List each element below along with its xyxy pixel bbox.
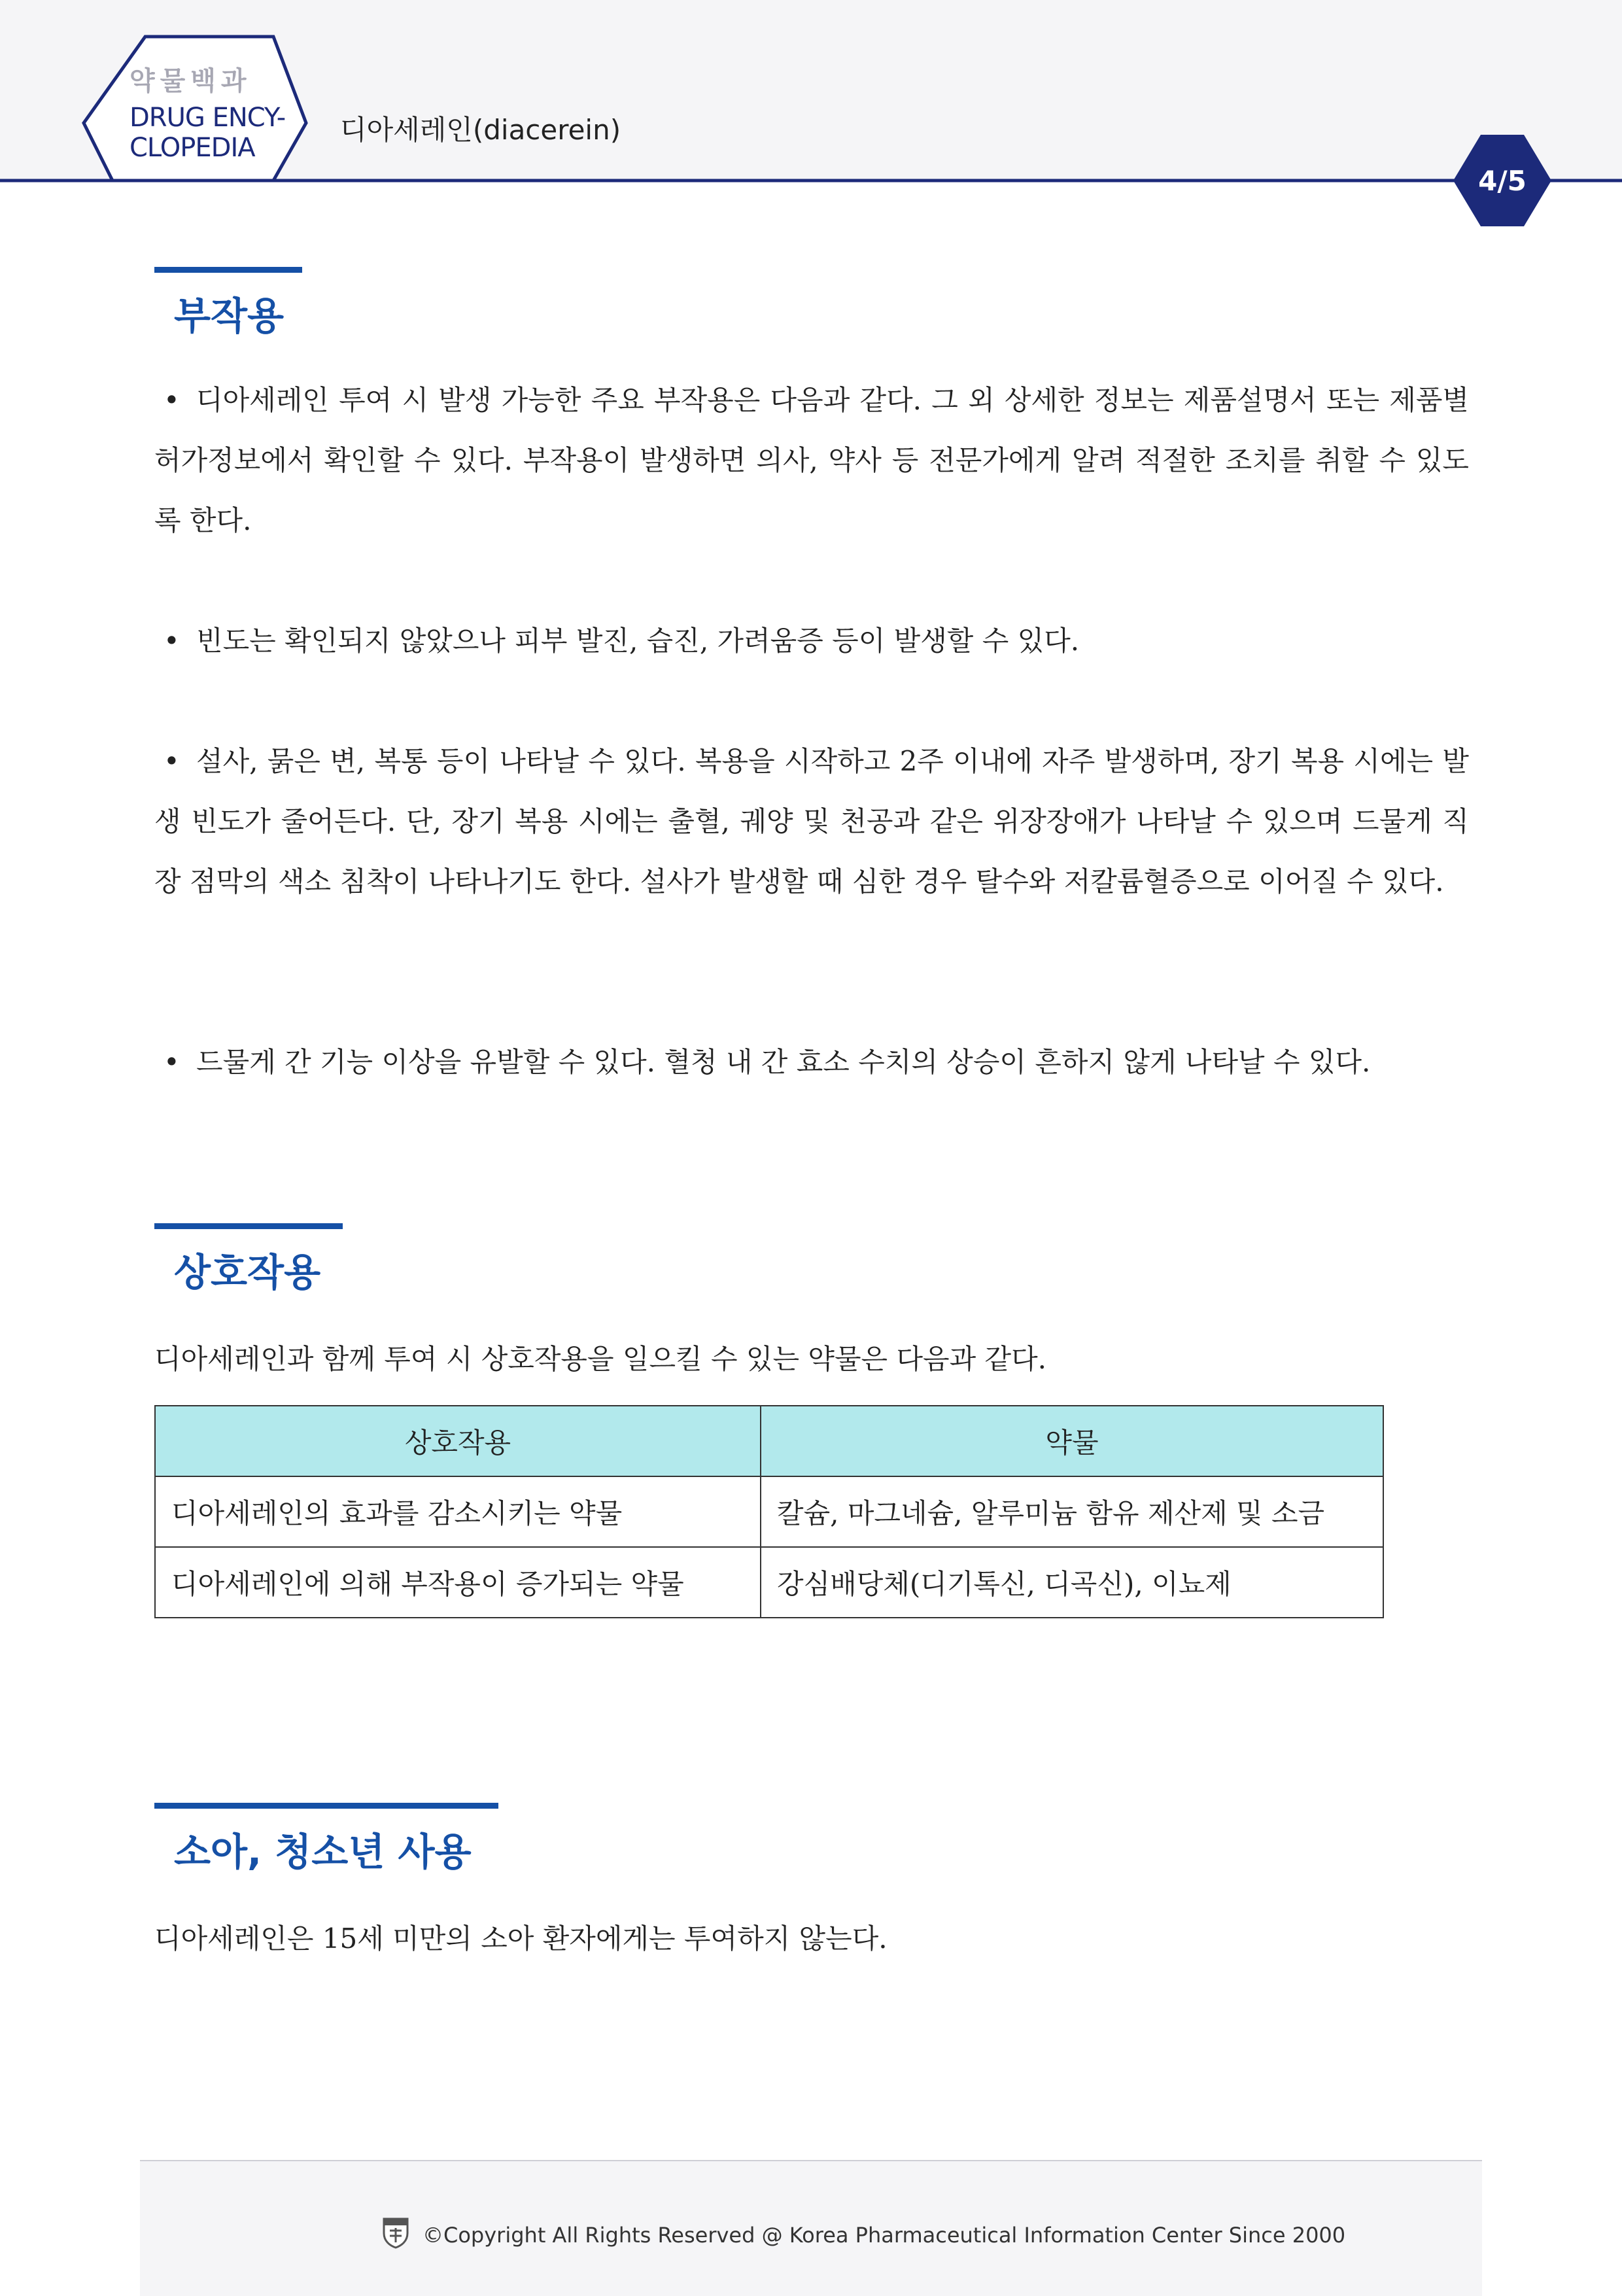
table-header-row <box>155 1406 1383 1476</box>
side-effect-text-2: 빈도는 확인되지 않았으나 피부 발진, 습진, 가려움증 등이 발생할 수 있다. <box>196 625 1080 657</box>
pediatric-text: 디아세레인은 15세 미만의 소아 환자에게는 투여하지 않는다. <box>154 1922 888 1955</box>
interactions-table <box>154 1405 1384 1618</box>
bullet-icon: • <box>164 625 180 657</box>
side-effect-text-3: 설사, 묽은 변, 복통 등이 나타날 수 있다. 복용을 시작하고 2주 이내에 자주 발생하며, 장기 복용 시에는 발생 빈도가 줄어든다. 단, 장기 복용 시에는 출혈, 궤양 및 천공과 같은 위장장애가 나타날 수 있으며 드물게 직장 점막의 색소 침착이 나타나기도 한다. 설사가 발생할 때 심한 경우 탈수와 저칼륨혈증으로 이어질 수 있다. <box>154 745 1469 897</box>
pediatric-heading: 소아, 청소년 사용 <box>174 1830 472 1874</box>
brand-logo <box>129 68 285 161</box>
kpic-shield-icon <box>382 2216 409 2254</box>
bullet-icon: • <box>164 745 180 777</box>
bullet-icon: • <box>164 384 180 416</box>
table-cell-interaction: 디아세레인에 의해 부작용이 증가되는 약물 <box>155 1547 761 1618</box>
side-effect-paragraph-3 <box>154 731 1469 912</box>
footer-copyright-line <box>382 2216 1345 2254</box>
side-effect-text-1: 디아세레인 투여 시 발생 가능한 주요 부작용은 다음과 같다. 그 외 상세한 정보는 제품설명서 또는 제품별 허가정보에서 확인할 수 있다. 부작용이 발생하면 의사, 약사 등 전문가에게 알려 적절한 조치를 취할 수 있도록 한다. <box>154 384 1469 536</box>
page-indicator: 4/5 <box>1478 165 1527 197</box>
table-row <box>155 1476 1383 1547</box>
interactions-intro: 디아세레인과 함께 투여 시 상호작용을 일으킬 수 있는 약물은 다음과 같다. <box>154 1343 1047 1375</box>
side-effect-text-4: 드물게 간 기능 이상을 유발할 수 있다. 혈청 내 간 효소 수치의 상승이 흔하지 않게 나타날 수 있다. <box>196 1046 1371 1078</box>
side-effect-paragraph-4 <box>154 1032 1469 1092</box>
brand-english-line1: DRUG ENCY- <box>129 103 286 133</box>
side-effects-heading: 부작용 <box>174 294 285 338</box>
table-cell-drug: 칼슘, 마그네슘, 알루미늄 함유 제산제 및 소금 <box>761 1476 1383 1547</box>
document-title: 디아세레인(diacerein) <box>340 114 621 146</box>
side-effect-paragraph-1 <box>154 370 1469 551</box>
bullet-icon: • <box>164 1046 180 1078</box>
table-header-interaction: 상호작용 <box>155 1406 761 1476</box>
interactions-heading: 상호작용 <box>174 1250 321 1295</box>
table-cell-drug: 강심배당체(디기톡신, 디곡신), 이뇨제 <box>761 1547 1383 1618</box>
footer-copyright-text: ©Copyright All Rights Reserved @ Korea Pharmaceutical Information Center Since 2000 <box>423 2223 1346 2248</box>
brand-english-line2: CLOPEDIA <box>129 133 255 163</box>
table-header-drug: 약물 <box>761 1406 1383 1476</box>
footer <box>140 2160 1482 2296</box>
table-cell-interaction: 디아세레인의 효과를 감소시키는 약물 <box>155 1476 761 1547</box>
brand-korean: 약물백과 <box>129 66 252 96</box>
side-effects-heading-bar <box>154 267 302 273</box>
interactions-heading-bar <box>154 1223 343 1229</box>
table-row <box>155 1547 1383 1618</box>
pediatric-heading-bar <box>154 1803 498 1809</box>
side-effect-paragraph-2 <box>154 611 1469 671</box>
